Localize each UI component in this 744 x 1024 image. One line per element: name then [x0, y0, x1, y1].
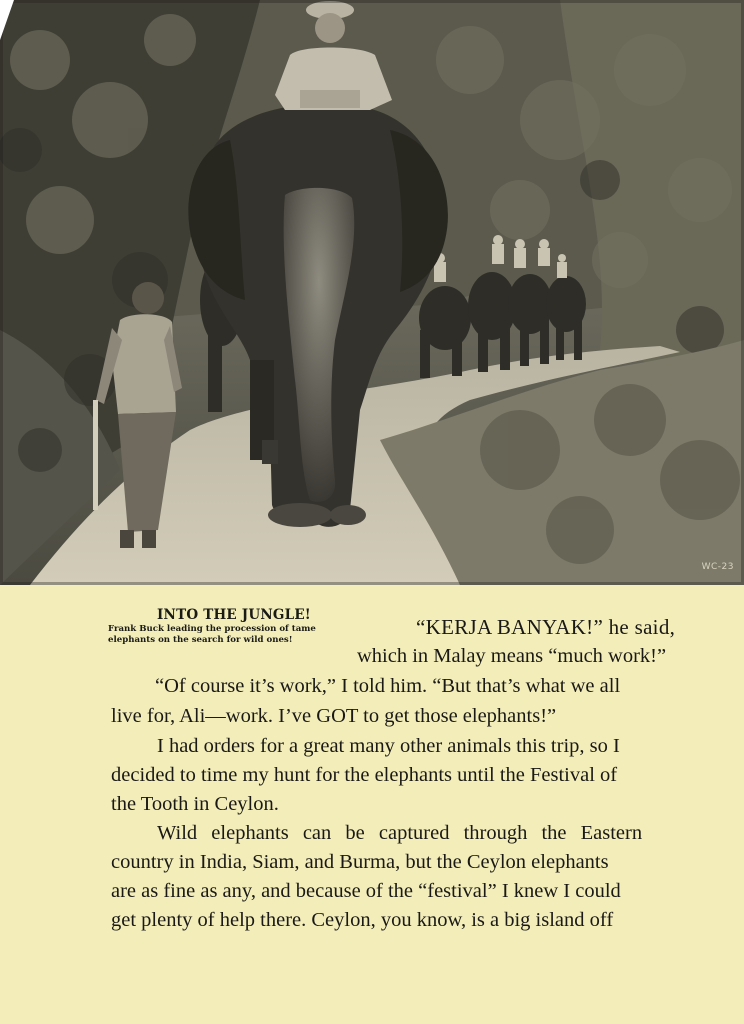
- body-line: which in Malay means “much work!”: [357, 645, 667, 667]
- body-line: Wild elephants can be captured through the Eastern: [157, 822, 643, 844]
- body-line: country in India, Siam, and Burma, but the Ceylon elephants: [111, 851, 609, 873]
- body-line: I had orders for a great many other animals this trip, so I: [157, 735, 620, 757]
- body-line: decided to time my hunt for the elephants until the Festival of: [111, 764, 618, 786]
- caption-title: INTO THE JUNGLE!: [157, 607, 311, 623]
- caption-line: elephants on the search for wild ones!: [108, 635, 293, 645]
- page-corner: [0, 0, 14, 40]
- body-line: get plenty of help there. Ceylon, you know, is a big island off: [111, 909, 614, 931]
- body-line: live for, Ali—work. I’ve GOT to get those elephants!”: [111, 705, 557, 727]
- photo-code: WC-23: [701, 562, 734, 572]
- body-line: “KERJA BANYAK!” he said,: [416, 615, 676, 639]
- body-line: are as fine as any, and because of the “festival” I knew I could: [111, 880, 621, 902]
- body-line: “Of course it’s work,” I told him. “But that’s what we all: [155, 675, 621, 697]
- body-line: the Tooth in Ceylon.: [111, 793, 279, 815]
- caption-line: Frank Buck leading the procession of tame: [108, 624, 316, 634]
